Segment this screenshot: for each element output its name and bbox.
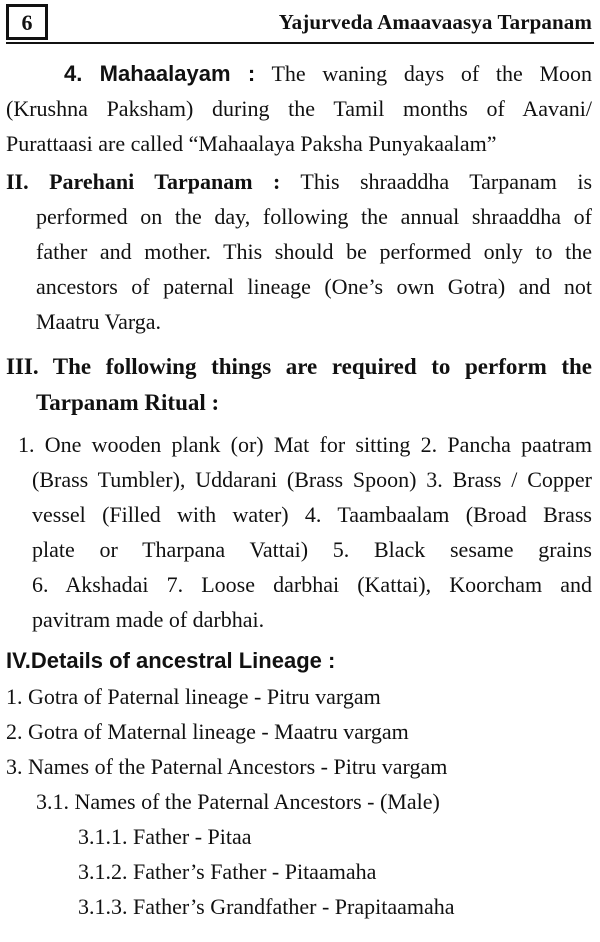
section-parehani-tarpanam [0,164,600,339]
requirements-list [0,427,600,637]
list-item: 2. Gotra of Maternal lineage - Maatru vargam [6,719,409,744]
paragraph-line: Maatru Varga. [36,309,162,334]
page-body [0,56,600,924]
paragraph-line: Purattaasi are called “Mahaalaya Paksha Punyakaalam” [6,131,497,156]
list-item: 3.1.2. Father’s Father - Pitaamaha [78,859,377,884]
heading-ancestral-lineage: IV.Details of ancestral Lineage : [6,648,336,673]
list-line: 1. One wooden plank (or) Mat for sitting 2. Pancha paatram [18,432,592,457]
heading-parehani-tarpanam: II. Parehani Tarpanam : [6,169,281,194]
list-item: 3.1.3. Father’s Grandfather - Prapitaamaha [78,894,455,919]
paragraph-line: father and mother. This should be performed only to the [36,239,592,264]
page-header [6,4,594,44]
list-line: pavitram made of darbhai. [32,607,265,632]
heading-requirements-cont: Tarpanam Ritual : [36,390,220,415]
section-requirements [0,349,600,421]
heading-requirements: III. The following things are required to perform the [6,354,592,379]
paragraph-line: This shraaddha Tarpanam is [300,169,593,194]
running-title: Yajurveda Amaavaasya Tarpanam [278,10,592,34]
paragraph-line: The waning days of the Moon [271,61,593,86]
list-item: 3. Names of the Paternal Ancestors - Pitru vargam [6,754,448,779]
list-line: plate or Tharpana Vattai) 5. Black sesame grains [32,537,592,562]
list-item: 3.1. Names of the Paternal Ancestors - (Male) [36,789,440,814]
paragraph-line: performed on the day, following the annual shraaddha of [36,204,592,229]
paragraph-line: ancestors of paternal lineage (One’s own Gotra) and not [36,274,592,299]
term-mahaalayam: 4. Mahaalayam : [64,61,256,86]
section-ancestral-lineage [0,643,600,679]
list-line: (Brass Tumbler), Uddarani (Brass Spoon) 3. Brass / Copper [32,467,592,492]
list-line: vessel (Filled with water) 4. Taambaalam (Broad Brass [32,502,592,527]
list-item: 1. Gotra of Paternal lineage - Pitru vargam [6,684,381,709]
section-mahaalayam [0,56,600,161]
list-line: 6. Akshadai 7. Loose darbhai (Kattai), Koorcham and [32,572,592,597]
paragraph-line: (Krushna Paksham) during the Tamil months of Aavani/ [6,96,592,121]
lineage-list [0,679,600,924]
page-number: 6 [6,4,48,40]
list-item: 3.1.1. Father - Pitaa [78,824,252,849]
